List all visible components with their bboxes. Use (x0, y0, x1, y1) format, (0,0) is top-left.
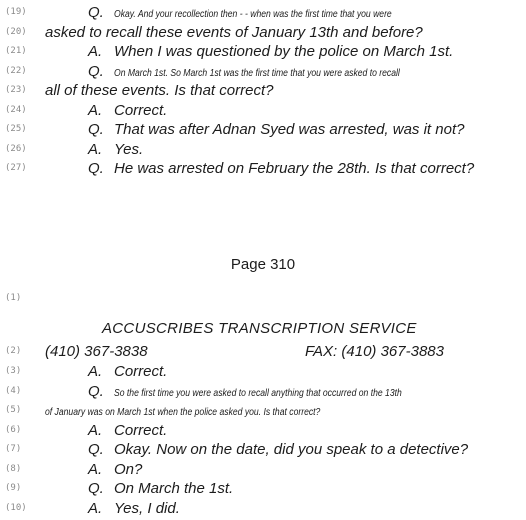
speaker-label: A. (88, 421, 103, 439)
transcript-line (0, 363, 526, 383)
line-text: all of these events. Is that correct? (45, 82, 274, 99)
line-number: (25) (5, 124, 27, 134)
transcript-line (0, 480, 526, 500)
line-number: (22) (5, 65, 27, 76)
transcript-line (0, 402, 526, 422)
line-number: (9) (5, 483, 22, 493)
line-number: (27) (5, 163, 27, 173)
transcript-line (0, 63, 526, 83)
line-number: (6) (5, 424, 22, 435)
speaker-label: A. (88, 101, 103, 119)
line-text: On March 1st. So March 1st was the first time that you were asked to recall (114, 67, 400, 79)
line-number: (20) (5, 26, 27, 37)
transcript-line (0, 383, 526, 403)
line-number: (3) (5, 366, 22, 376)
transcription-service-name: ACCUSCRIBES TRANSCRIPTION SERVICE (102, 320, 417, 337)
service-fax: FAX: (410) 367-3883 (305, 343, 444, 360)
line-text: When I was questioned by the police on March 1st. (114, 43, 454, 60)
line-text: Yes. (114, 140, 144, 158)
line-text: Yes, I did. (114, 499, 180, 517)
line-number: (19) (5, 7, 27, 17)
line-text: Correct. (114, 363, 168, 380)
line-text: On March the 1st. (114, 480, 234, 497)
line-text: asked to recall these events of January 13th and before? (45, 23, 423, 41)
speaker-label: Q. (88, 4, 104, 21)
speaker-label: A. (88, 140, 103, 158)
line-number: (24) (5, 104, 27, 115)
speaker-label: A. (88, 499, 103, 517)
transcript-line (0, 43, 526, 63)
page-number: Page 310 (230, 256, 296, 273)
line-number: (10) (5, 502, 27, 513)
speaker-label: A. (88, 460, 103, 478)
line-text: Okay. And your recollection then - - when was the first time that you were (114, 9, 392, 20)
speaker-label: Q. (88, 121, 104, 138)
transcript-line (0, 141, 526, 161)
line-1 (0, 290, 526, 310)
line-number: (26) (5, 143, 27, 154)
transcript-line (0, 422, 526, 442)
line-number: (1) (5, 293, 22, 303)
line-number: (23) (5, 85, 27, 95)
speaker-label: Q. (88, 441, 104, 458)
speaker-label: Q. (88, 382, 104, 400)
speaker-label: Q. (88, 62, 104, 80)
line-text: Correct. (114, 101, 168, 119)
transcript-line (0, 4, 526, 24)
transcript-line (0, 461, 526, 481)
transcript-line (0, 160, 526, 180)
line-text: of January was on March 1st when the police asked you. Is that correct? (45, 407, 321, 418)
line-number: (21) (5, 46, 27, 56)
speaker-label: Q. (88, 160, 104, 177)
line-text: On? (114, 460, 143, 478)
speaker-label: A. (88, 363, 103, 380)
transcript-line (0, 500, 526, 520)
transcript-line (0, 441, 526, 461)
line-text: That was after Adnan Syed was arrested, was it not? (114, 121, 465, 138)
line-text: Okay. Now on the date, did you speak to a detective? (114, 441, 469, 458)
line-number: (2) (5, 346, 22, 356)
speaker-label: A. (88, 43, 103, 60)
speaker-label: Q. (88, 480, 104, 497)
line-number: (5) (5, 405, 22, 415)
line-text: He was arrested on February the 28th. Is that correct? (114, 160, 475, 177)
transcript-line (0, 102, 526, 122)
line-number: (4) (5, 385, 22, 396)
line-number: (7) (5, 444, 22, 454)
transcript-line (0, 121, 526, 141)
line-text: Correct. (114, 421, 168, 439)
service-phone: (410) 367-3838 (45, 343, 148, 360)
transcript-line (0, 24, 526, 44)
line-text: So the first time you were asked to recall anything that occurred on the 13th (114, 387, 402, 399)
line-2 (0, 343, 526, 363)
line-number: (8) (5, 463, 22, 474)
transcript-line (0, 82, 526, 102)
